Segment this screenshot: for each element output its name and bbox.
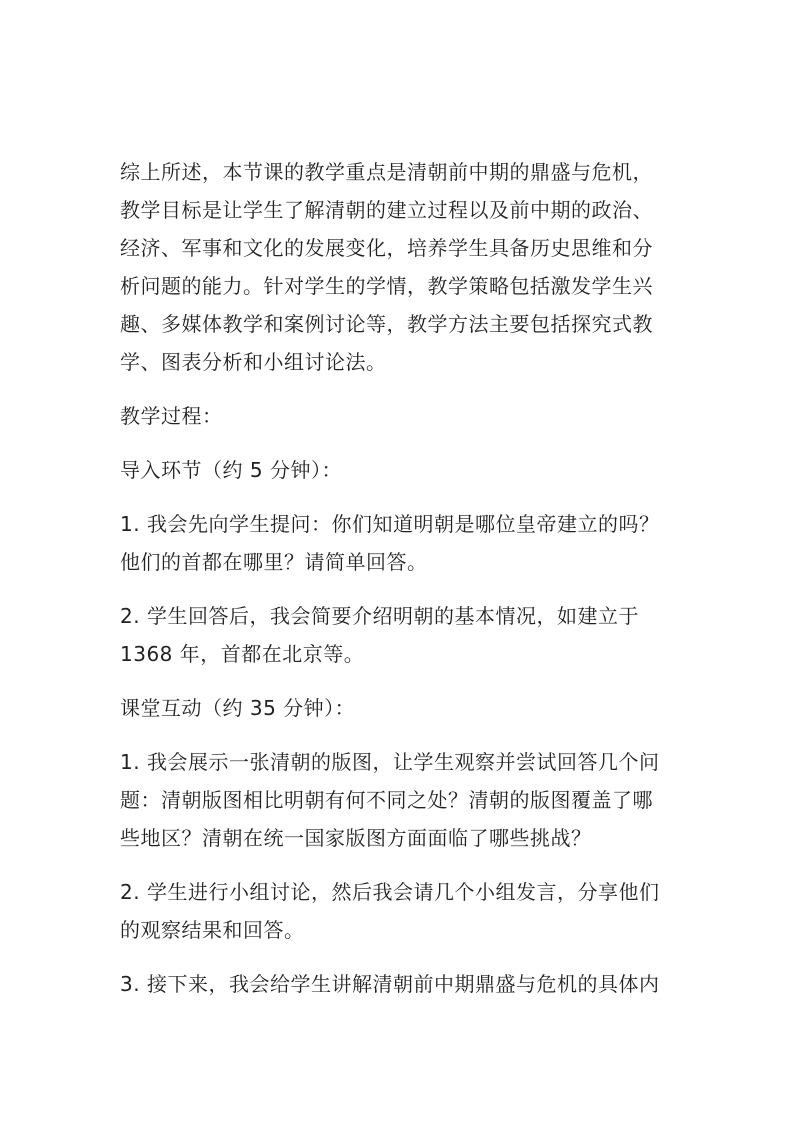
- text-line: 的观察结果和回答。: [120, 918, 305, 942]
- text-line: 2. 学生回答后，我会简要介绍明朝的基本情况，如建立于: [120, 604, 639, 628]
- text-line: 1. 我会先向学生提问：你们知道明朝是哪位皇帝建立的吗？: [120, 512, 660, 536]
- text-line: 析问题的能力。针对学生的学情，教学策略包括激发学生兴: [120, 274, 653, 298]
- section-heading-teaching-process: [120, 397, 680, 435]
- text-line: 些地区？清朝在统一国家版图方面面临了哪些挑战？: [120, 826, 592, 850]
- text-line: 趣、多媒体教学和案例讨论等，教学方法主要包括探究式教: [120, 312, 653, 336]
- section-heading-intro: [120, 451, 680, 489]
- text-line: 课堂互动（约 35 分钟）：: [120, 696, 356, 720]
- text-line: 1. 我会展示一张清朝的版图，让学生观察并尝试回答几个问: [120, 750, 660, 774]
- text-line: 3. 接下来，我会给学生讲解清朝前中期鼎盛与危机的具体内: [120, 972, 660, 996]
- text-line: 他们的首都在哪里？请简单回答。: [120, 550, 428, 574]
- interaction-step-1: [120, 743, 680, 857]
- document-body: [120, 153, 680, 1019]
- text-line: 经济、军事和文化的发展变化，培养学生具备历史思维和分: [120, 236, 653, 260]
- text-line: 学、图表分析和小组讨论法。: [120, 350, 387, 374]
- intro-step-1: [120, 505, 680, 581]
- intro-step-2: [120, 597, 680, 673]
- text-line: 综上所述，本节课的教学重点是清朝前中期的鼎盛与危机，: [120, 160, 653, 184]
- text-line: 教学目标是让学生了解清朝的建立过程以及前中期的政治、: [120, 198, 653, 222]
- interaction-step-2: [120, 873, 680, 949]
- text-line: 2. 学生进行小组讨论，然后我会请几个小组发言，分享他们: [120, 880, 660, 904]
- summary-paragraph: [120, 153, 680, 381]
- text-line: 题：清朝版图相比明朝有何不同之处？清朝的版图覆盖了哪: [120, 788, 653, 812]
- section-heading-interaction: [120, 689, 680, 727]
- text-line: 导入环节（约 5 分钟）：: [120, 458, 342, 482]
- interaction-step-3: [120, 965, 680, 1003]
- text-line: 教学过程：: [120, 404, 223, 428]
- text-line: 1368 年，首都在北京等。: [120, 642, 365, 666]
